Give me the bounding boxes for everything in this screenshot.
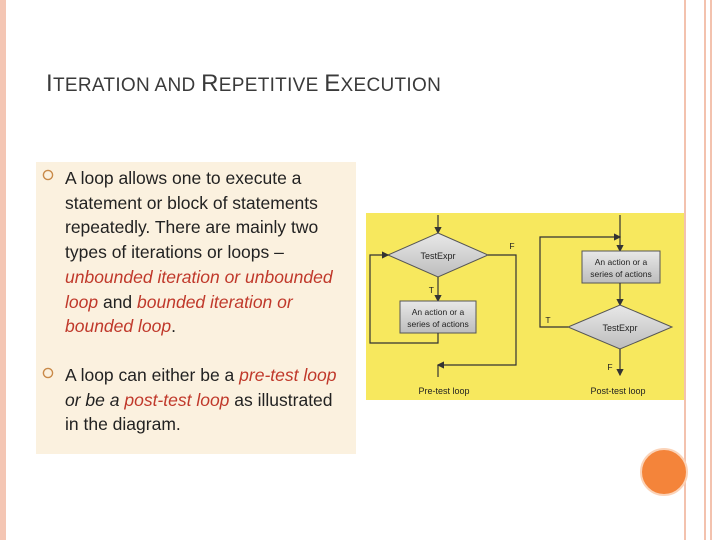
- decorative-circle: [640, 448, 688, 496]
- term-bounded: bounded iteration or bounded loop: [65, 291, 293, 337]
- action-label-line1: An action or a: [411, 307, 465, 317]
- right-border-line: [710, 0, 712, 540]
- title-part: XECUTION: [340, 75, 442, 96]
- text-run: or be a: [65, 389, 125, 410]
- title-part: R: [201, 70, 219, 97]
- title-part: I: [46, 70, 53, 97]
- text-run: A loop can either be a: [65, 365, 240, 385]
- title-part: E: [324, 70, 341, 97]
- action-label-line2: series of actions: [590, 269, 652, 279]
- pre-test-loop: [370, 215, 516, 396]
- term-unbounded: unbounded iteration or unbounded loop: [65, 266, 333, 312]
- action-label-line2: series of actions: [407, 319, 469, 329]
- false-label: F: [509, 241, 515, 251]
- post-test-caption: Post-test loop: [590, 386, 646, 396]
- post-test-loop: [540, 215, 672, 396]
- term-pre-test: pre-test loop: [239, 365, 337, 385]
- bullet-icon: [42, 168, 54, 184]
- false-label: F: [607, 362, 613, 372]
- decision-label: TestExpr: [420, 251, 456, 261]
- slide-title: [46, 70, 441, 98]
- pre-test-caption: Pre-test loop: [418, 386, 470, 396]
- flowchart-svg: [366, 213, 684, 400]
- title-part: EPETITIVE: [218, 75, 325, 96]
- decision-label: TestExpr: [602, 323, 638, 333]
- true-label: T: [428, 285, 434, 295]
- bullet-icon: [42, 366, 54, 382]
- text-run: and: [98, 291, 138, 312]
- bullet-text-loop-types: [65, 363, 350, 437]
- title-part: TERATION AND: [52, 75, 202, 96]
- true-label: T: [545, 315, 551, 325]
- left-border-decoration: [0, 0, 6, 540]
- loop-flowchart-diagram: [366, 213, 684, 400]
- term-post-test: post-test loop: [124, 389, 230, 410]
- action-label-line1: An action or a: [594, 257, 648, 267]
- text-run: .: [171, 316, 176, 337]
- right-border-decoration: [684, 0, 706, 540]
- text-run: as illustrated in the diagram.: [65, 389, 333, 435]
- text-run: A loop allows one to execute a statement or block of statements repeatedly. There are mainly two types of iterations or loops –: [65, 168, 319, 263]
- bullet-text-loops: [65, 166, 350, 339]
